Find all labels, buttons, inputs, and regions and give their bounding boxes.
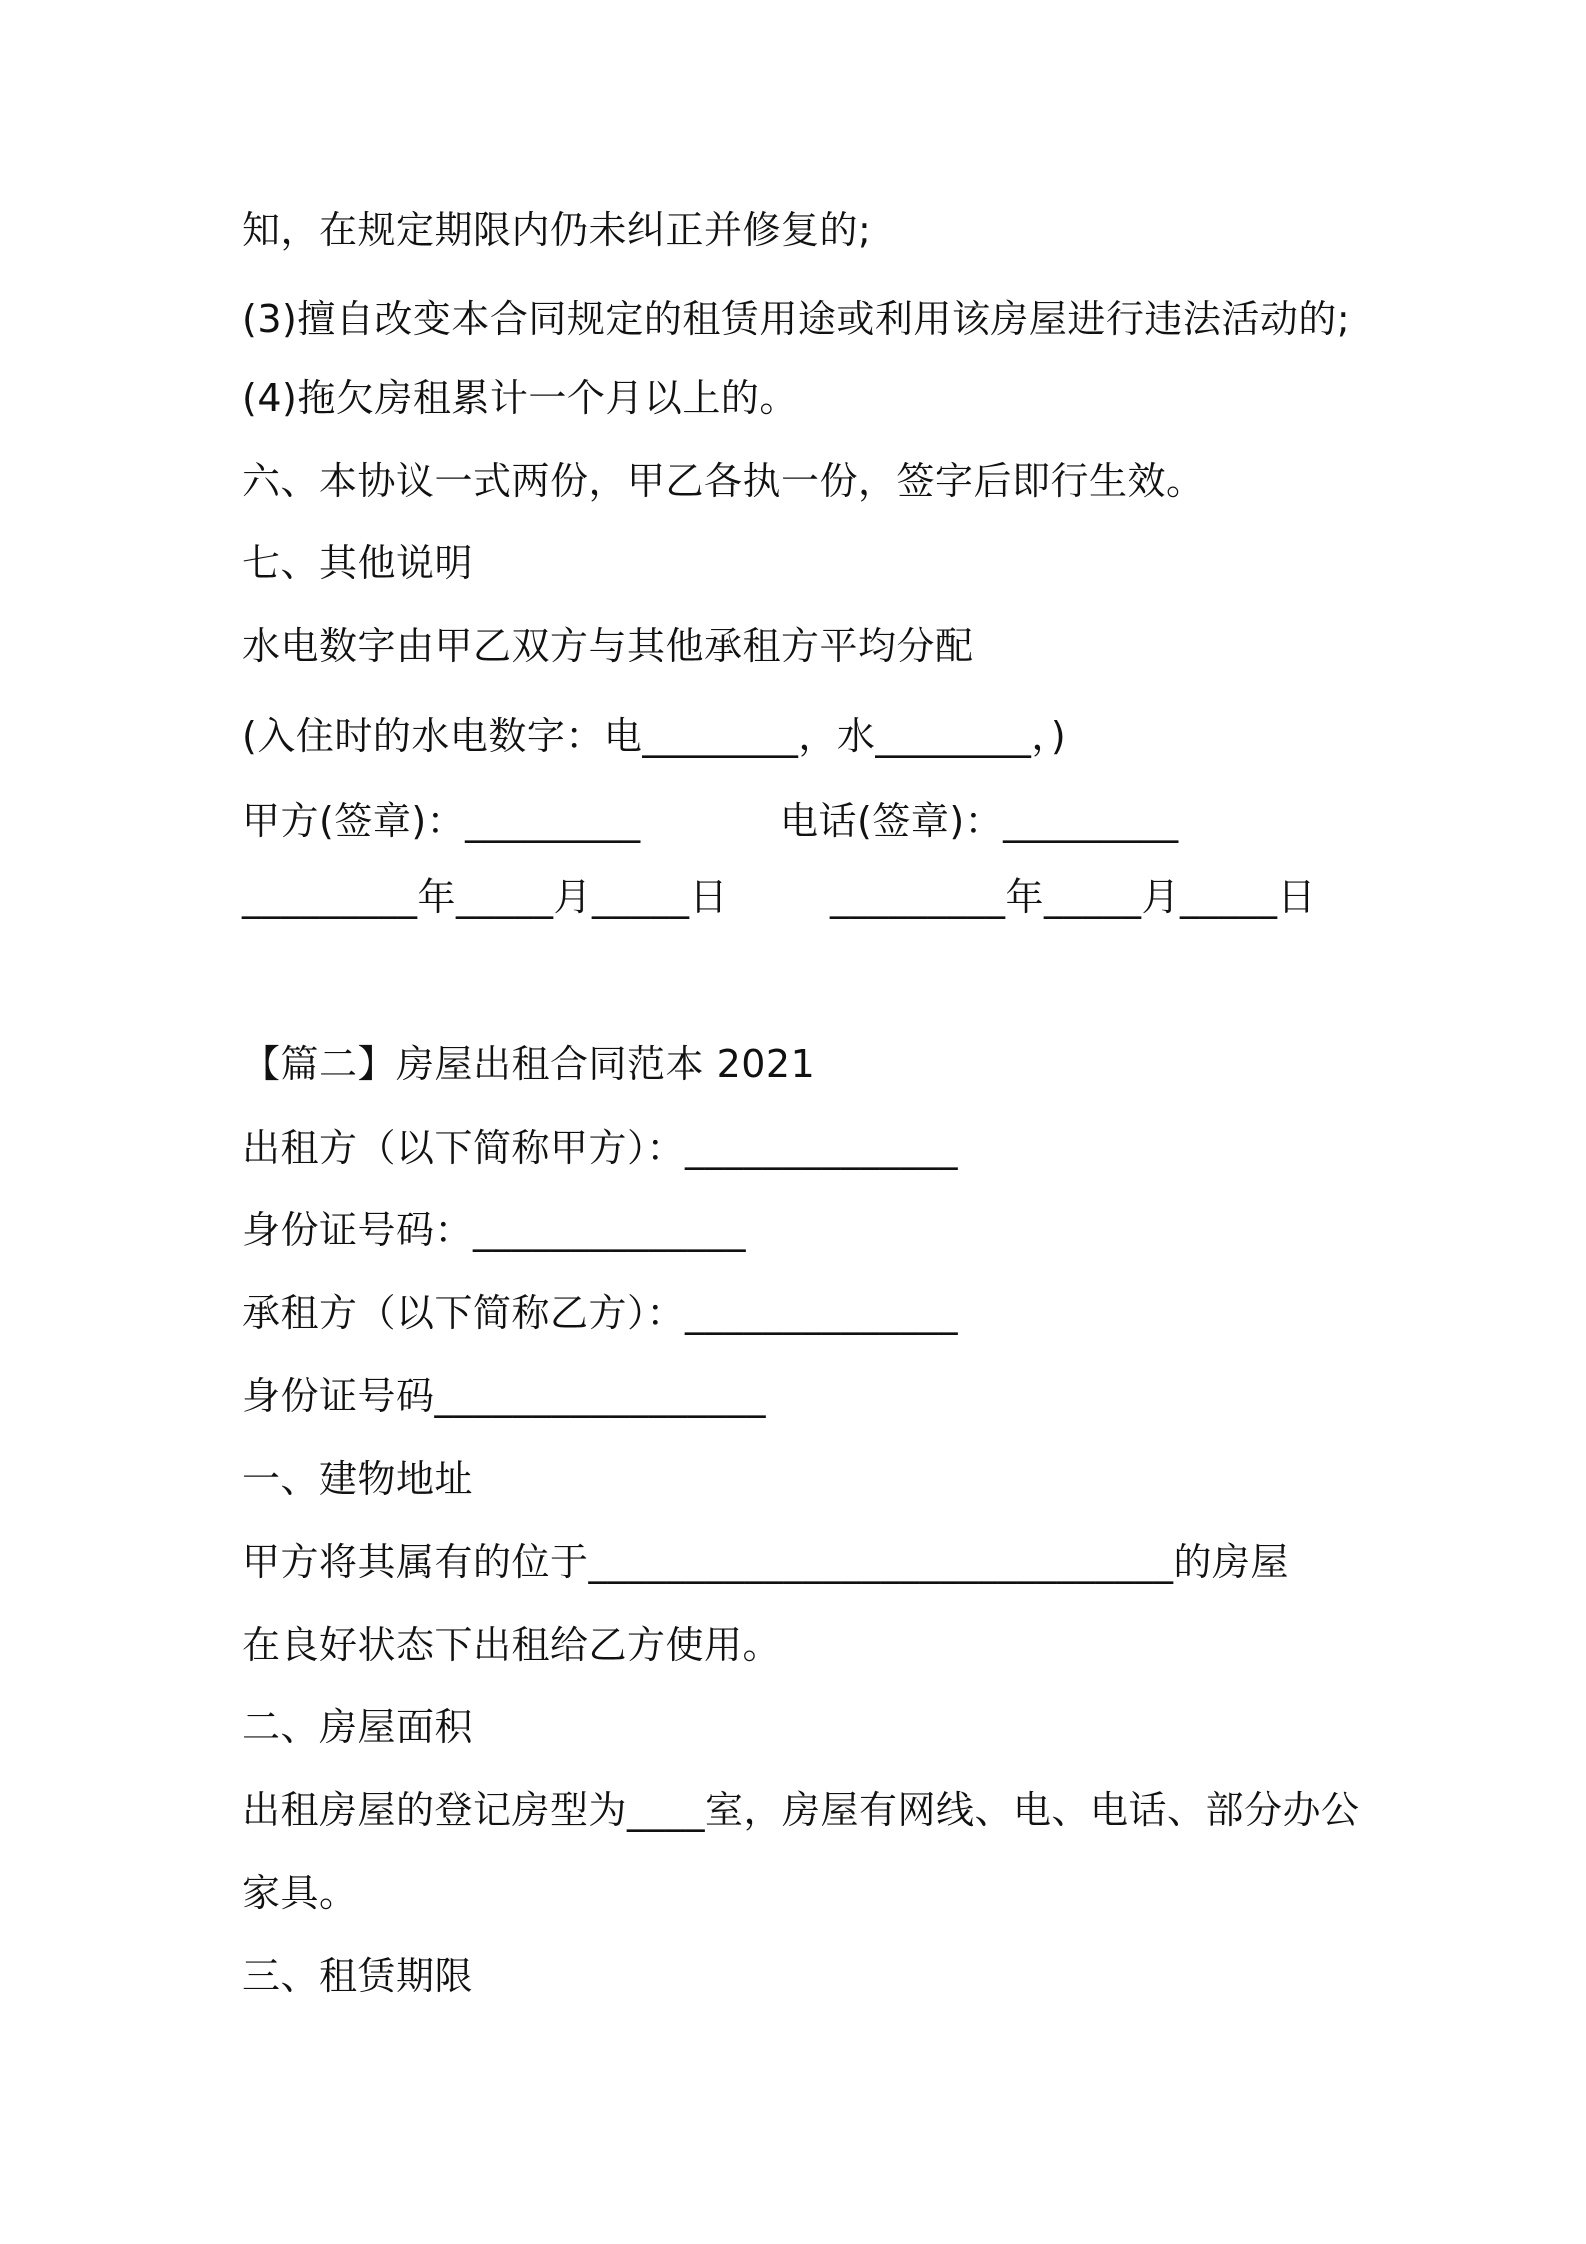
signature-date-right: _________年_____月_____日: [830, 875, 1317, 919]
section-heading: 三、租赁期限: [242, 1954, 474, 1998]
text-line: 知，在规定期限内仍未纠正并修复的;: [242, 208, 872, 252]
text-line: 出租房屋的登记房型为____室，房屋有网线、电、电话、部分办公: [242, 1788, 1360, 1832]
signature-date-left: _________年_____月_____日: [242, 875, 729, 919]
text-line: 出租方（以下简称甲方）：______________: [242, 1126, 959, 1170]
section-heading: 一、建物地址: [242, 1457, 474, 1501]
text-line: (入住时的水电数字：电________，水________，): [242, 714, 1067, 758]
text-line: 水电数字由甲乙双方与其他承租方平均分配: [242, 624, 974, 668]
text-line: 家具。: [242, 1871, 358, 1915]
text-line: (3)擅自改变本合同规定的租赁用途或利用该房屋进行违法活动的;: [242, 297, 1351, 341]
section-heading: 七、其他说明: [242, 541, 474, 585]
signature-party-a: 甲方(签章)：_________: [242, 799, 641, 843]
text-line: 六、本协议一式两份，甲乙各执一份，签字后即行生效。: [242, 459, 1205, 503]
section-title: 【篇二】房屋出租合同范本 2021: [242, 1042, 816, 1086]
text-line: 身份证号码_________________: [242, 1374, 767, 1418]
text-line: (4)拖欠房租累计一个月以上的。: [242, 376, 798, 420]
section-heading: 二、房屋面积: [242, 1705, 474, 1749]
signature-phone: 电话(签章)：_________: [780, 799, 1179, 843]
text-line: 身份证号码：______________: [242, 1208, 747, 1252]
text-line: 在良好状态下出租给乙方使用。: [242, 1623, 782, 1667]
text-line: 承租方（以下简称乙方）：______________: [242, 1291, 959, 1335]
text-line: 甲方将其属有的位于______________________________的房屋: [242, 1540, 1290, 1584]
